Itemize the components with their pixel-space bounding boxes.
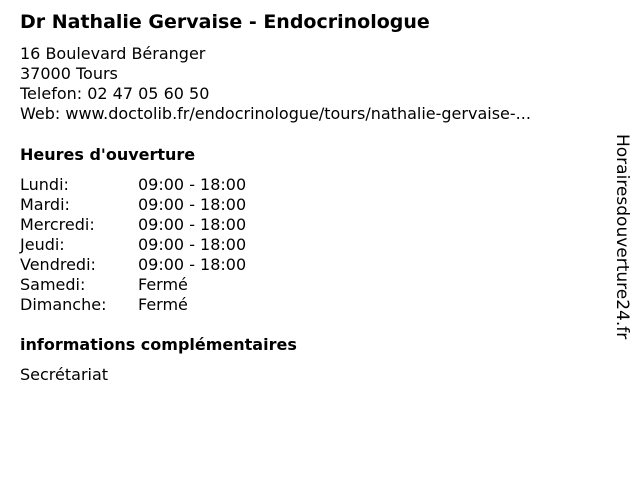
hours-row-monday (20, 175, 320, 195)
hours-row-wednesday (20, 215, 320, 235)
site-watermark: Horairesdouverture24.fr (612, 134, 632, 340)
opening-hours-table (20, 175, 320, 315)
time-value: 09:00 - 18:00 (138, 175, 247, 194)
address-block (20, 44, 531, 124)
hours-row-saturday (20, 275, 320, 295)
time-value: Fermé (138, 295, 188, 314)
time-value: 09:00 - 18:00 (138, 255, 247, 274)
day-label: Jeudi: (20, 235, 65, 254)
additional-info-heading: informations complémentaires (20, 335, 297, 354)
time-value: 09:00 - 18:00 (138, 215, 247, 234)
website-link[interactable]: Web: www.doctolib.fr/endocrinologue/tours/nathalie-gervaise-... (20, 104, 531, 123)
phone-number: Telefon: 02 47 05 60 50 (20, 84, 210, 103)
time-value: 09:00 - 18:00 (138, 235, 247, 254)
hours-row-thursday (20, 235, 320, 255)
day-label: Lundi: (20, 175, 69, 194)
day-label: Vendredi: (20, 255, 96, 274)
hours-row-tuesday (20, 195, 320, 215)
day-label: Mardi: (20, 195, 70, 214)
page-title: Dr Nathalie Gervaise - Endocrinologue (20, 11, 430, 33)
time-value: Fermé (138, 275, 188, 294)
additional-info-text: Secrétariat (20, 365, 109, 384)
day-label: Dimanche: (20, 295, 107, 314)
opening-hours-heading: Heures d'ouverture (20, 145, 196, 164)
city-postcode: 37000 Tours (20, 64, 118, 83)
hours-row-sunday (20, 295, 320, 315)
day-label: Samedi: (20, 275, 86, 294)
hours-row-friday (20, 255, 320, 275)
time-value: 09:00 - 18:00 (138, 195, 247, 214)
street-address: 16 Boulevard Béranger (20, 44, 206, 63)
day-label: Mercredi: (20, 215, 95, 234)
